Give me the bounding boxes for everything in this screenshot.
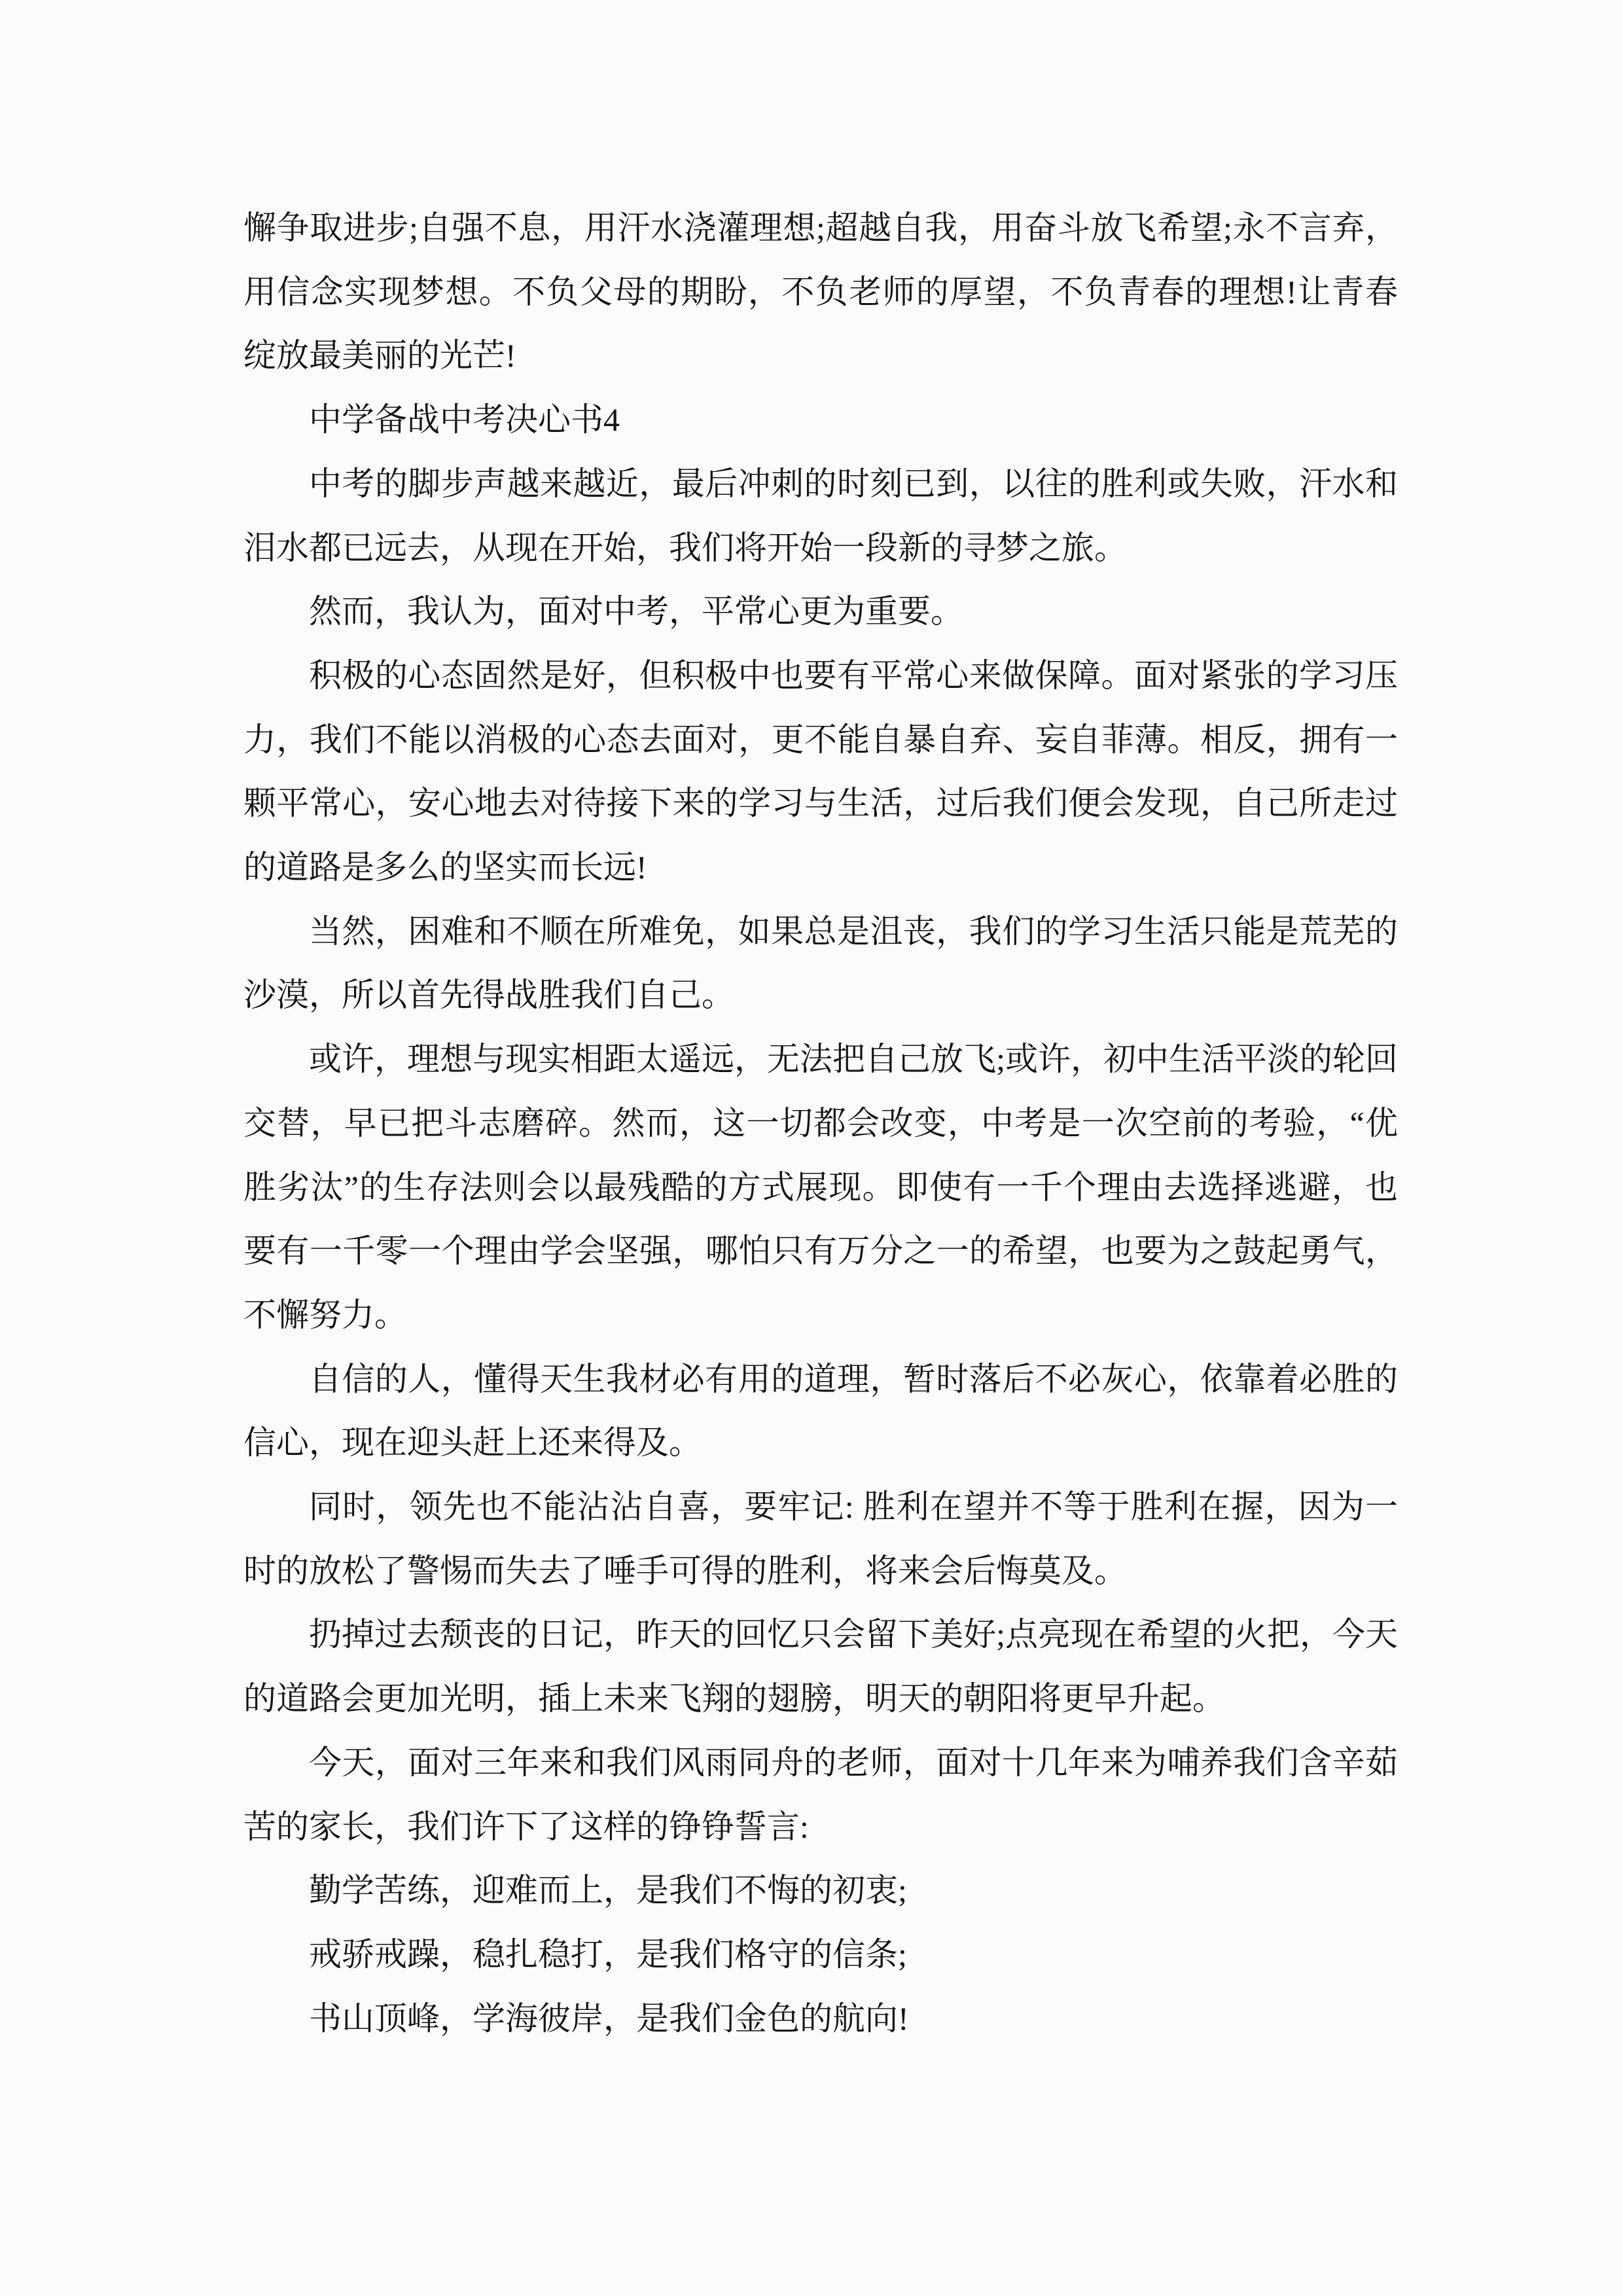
section-heading: 中学备战中考决心书4 bbox=[309, 401, 620, 439]
body-paragraph-6: 自信的人，懂得天生我材必有用的道理，暂时落后不必灰心，依靠着必胜的信心，现在迎头赶上还来得及。 bbox=[243, 1360, 1398, 1462]
continued-paragraph: 懈争取进步;自强不息，用汗水浇灌理想;超越自我，用奋斗放飞希望;永不言弃，用信念实现梦想。不负父母的期盼，不负老师的厚望，不负青春的理想!让青春绽放最美丽的光芒! bbox=[243, 209, 1398, 374]
body-paragraph-1: 中考的脚步声越来越近，最后冲刺的时刻已到，以往的胜利或失败，汗水和泪水都已远去，从现在开始，我们将开始一段新的寻梦之旅。 bbox=[243, 465, 1398, 566]
pledge-line-3: 书山顶峰，学海彼岸，是我们金色的航向! bbox=[309, 2000, 909, 2037]
body-paragraph-5: 或许，理想与现实相距太遥远，无法把自己放飞;或许，初中生活平淡的轮回交替，早已把斗志磨碎。然而，这一切都会改变，中考是一次空前的考验，“优胜劣汰”的生存法则会以最残酷的方式展现。即使有一千个理由去选择逃避，也要有一千零一个理由学会坚强，哪怕只有万分之一的希望，也要为之鼓起勇气，不懈努力。 bbox=[243, 1041, 1398, 1333]
document-body bbox=[243, 196, 1398, 2051]
pledge-line-1: 勤学苦练，迎难而上，是我们不悔的初衷; bbox=[309, 1872, 907, 1909]
body-paragraph-7: 同时，领先也不能沾沾自喜，要牢记: 胜利在望并不等于胜利在握，因为一时的放松了警惕而失去了唾手可得的胜利，将来会后悔莫及。 bbox=[243, 1488, 1398, 1589]
body-paragraph-9: 今天，面对三年来和我们风雨同舟的老师，面对十几年来为哺养我们含辛茹苦的家长，我们许下了这样的铮铮誓言: bbox=[243, 1744, 1398, 1845]
body-paragraph-8: 扔掉过去颓丧的日记，昨天的回忆只会留下美好;点亮现在希望的火把，今天的道路会更加光明，插上未来飞翔的翅膀，明天的朝阳将更早升起。 bbox=[243, 1616, 1398, 1717]
body-paragraph-3: 积极的心态固然是好，但积极中也要有平常心来做保障。面对紧张的学习压力，我们不能以消极的心态去面对，更不能自暴自弃、妄自菲薄。相反，拥有一颗平常心，安心地去对待接下来的学习与生活，过后我们便会发现，自己所走过的道路是多么的坚实而长远! bbox=[243, 656, 1398, 886]
body-paragraph-4: 当然，困难和不顺在所难免，如果总是沮丧，我们的学习生活只能是荒芜的沙漠，所以首先得战胜我们自己。 bbox=[243, 912, 1398, 1014]
pledge-line-2: 戒骄戒躁，稳扎稳打，是我们格守的信条; bbox=[309, 1935, 907, 1973]
body-paragraph-2: 然而，我认为，面对中考，平常心更为重要。 bbox=[309, 593, 963, 630]
